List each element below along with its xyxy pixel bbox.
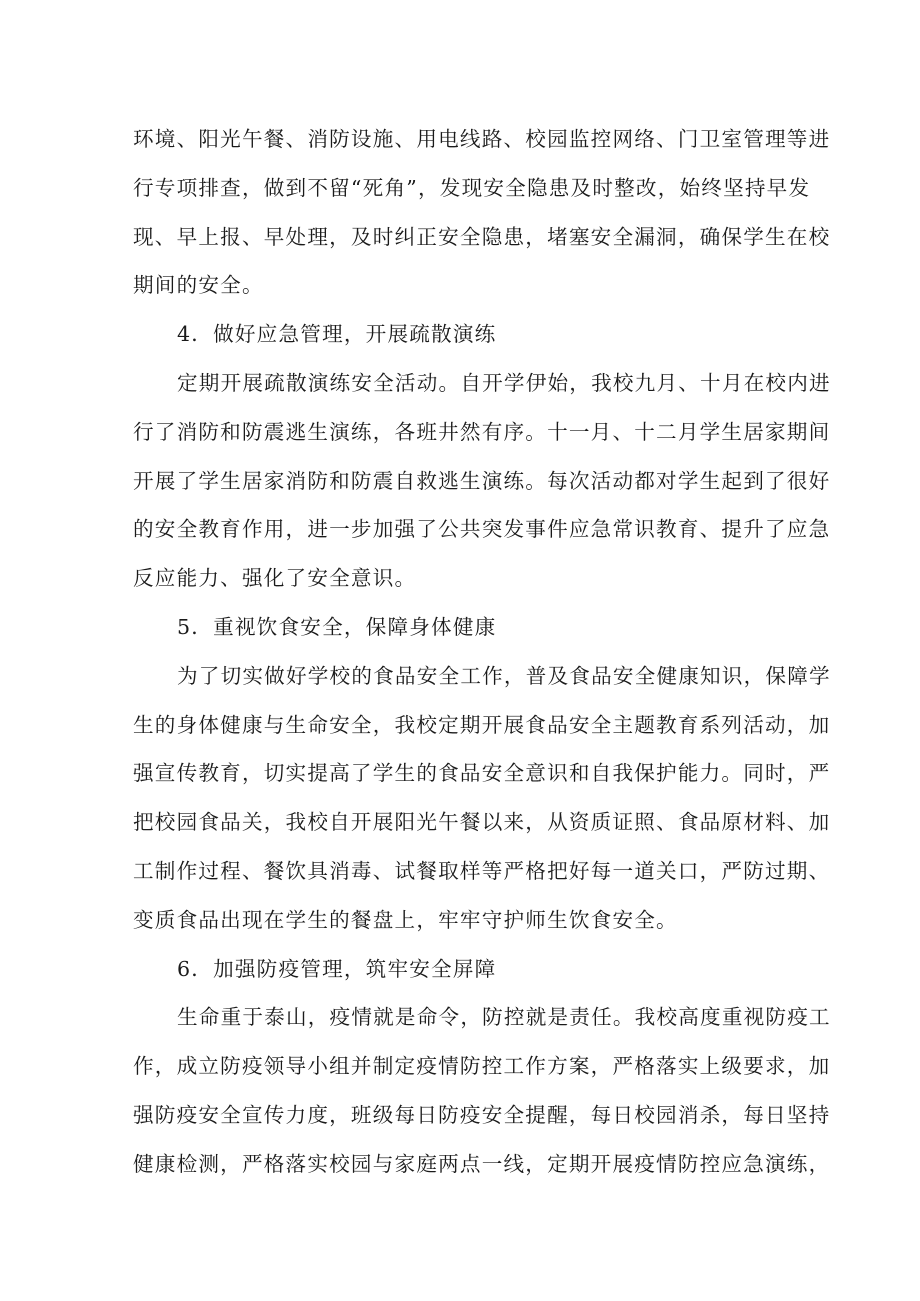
heading-text: 4．做好应急管理，开展疏散演练 bbox=[177, 322, 497, 347]
text-line: 强宣传教育，切实提高了学生的食品安全意识和自我保护能力。同时，严 bbox=[133, 761, 831, 786]
section-heading bbox=[133, 945, 920, 994]
text-line: 为了切实做好学校的食品安全工作，普及食品安全健康知识，保障学 bbox=[177, 663, 831, 688]
heading-text: 6．加强防疫管理，筑牢安全屏障 bbox=[177, 956, 497, 981]
body-paragraph bbox=[133, 359, 920, 603]
text-line: 定期开展疏散演练安全活动。自开学伊始，我校九月、十月在校内进 bbox=[177, 370, 831, 395]
text-line: 现、早上报、早处理，及时纠正安全隐患，堵塞安全漏洞，确保学生在校 bbox=[133, 224, 831, 249]
body-paragraph bbox=[133, 993, 920, 1188]
text-line: 生命重于泰山，疫情就是命令，防控就是责任。我校高度重视防疫工 bbox=[177, 1005, 831, 1030]
body-paragraph bbox=[133, 652, 920, 945]
section-heading bbox=[133, 603, 920, 652]
text-line: 变质食品出现在学生的餐盘上，牢牢守护师生饮食安全。 bbox=[133, 907, 678, 932]
text-line: 作，成立防疫领导小组并制定疫情防控工作方案，严格落实上级要求，加 bbox=[133, 1054, 831, 1079]
body-paragraph bbox=[133, 115, 920, 310]
text-line: 强防疫安全宣传力度，班级每日防疫安全提醒，每日校园消杀，每日坚持 bbox=[133, 1102, 831, 1127]
text-line: 健康检测，严格落实校园与家庭两点一线，定期开展疫情防控应急演练， bbox=[133, 1151, 831, 1176]
heading-text: 5．重视饮食安全，保障身体健康 bbox=[177, 614, 497, 639]
text-line: 开展了学生居家消防和防震自救逃生演练。每次活动都对学生起到了很好 bbox=[133, 468, 831, 493]
text-line: 反应能力、强化了安全意识。 bbox=[133, 566, 417, 591]
text-line: 期间的安全。 bbox=[133, 273, 264, 298]
text-line: 工制作过程、餐饮具消毒、试餐取样等严格把好每一道关口，严防过期、 bbox=[133, 858, 831, 883]
text-line: 的安全教育作用，进一步加强了公共突发事件应急常识教育、提升了应急 bbox=[133, 517, 831, 542]
text-line: 生的身体健康与生命安全，我校定期开展食品安全主题教育系列活动，加 bbox=[133, 712, 831, 737]
text-line: 行专项排查，做到不留“死角”，发现安全隐患及时整改，始终坚持早发 bbox=[133, 175, 811, 200]
text-line: 环境、阳光午餐、消防设施、用电线路、校园监控网络、门卫室管理等进 bbox=[133, 127, 831, 151]
section-heading bbox=[133, 310, 920, 359]
text-line: 行了消防和防震逃生演练，各班井然有序。十一月、十二月学生居家期间 bbox=[133, 419, 831, 444]
text-line: 把校园食品关，我校自开展阳光午餐以来，从资质证照、食品原材料、加 bbox=[133, 810, 831, 835]
